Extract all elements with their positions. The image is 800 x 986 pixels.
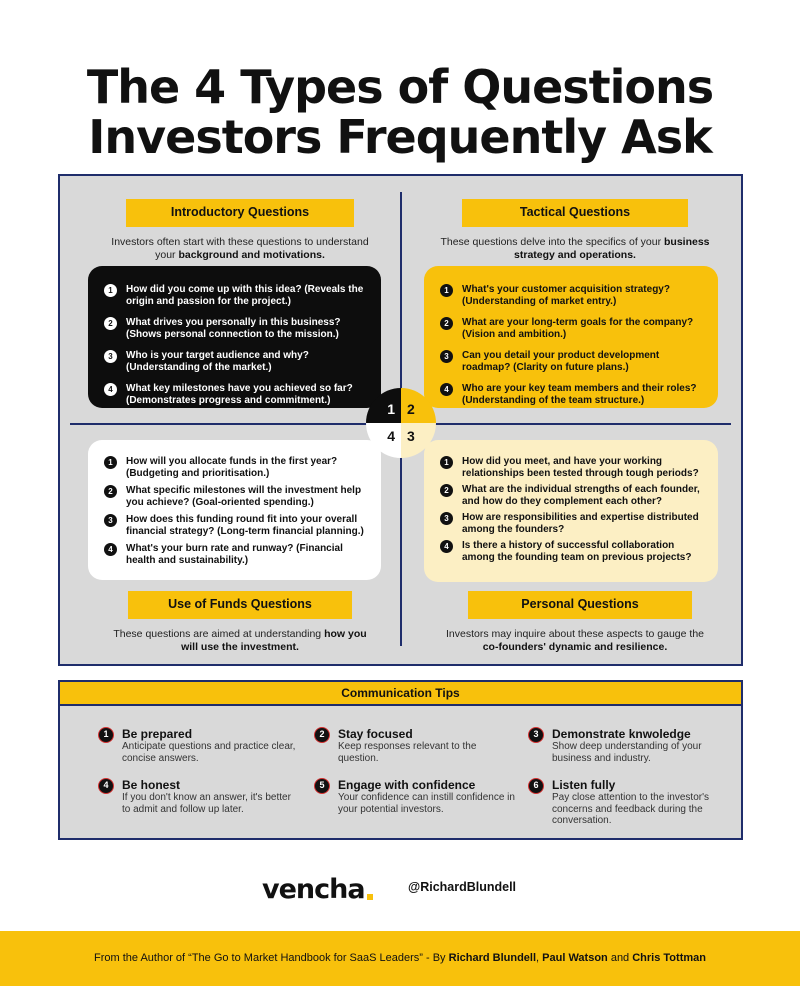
question-item: [440, 512, 702, 535]
quadrant-1-badge: [366, 388, 401, 423]
quadrant-2-badge: [401, 388, 436, 423]
question-text: Who are your key team members and their roles? (Understanding of the team structure.): [462, 383, 697, 406]
tip-body: Keep responses relevant to the question.: [338, 741, 477, 764]
question-number-badge: 2: [440, 317, 453, 330]
question-number-badge: 3: [104, 350, 117, 363]
tip-body: Show deep understanding of your business and industry.: [552, 741, 702, 764]
footer-sep-1: ,: [536, 952, 543, 964]
footer-author-1: Richard Blundell: [448, 952, 537, 964]
question-text: What's your burn rate and runway? (Financial health and sustainability.): [126, 543, 343, 566]
question-text: What are the individual strengths of each founder, and how do they complement each other?: [462, 484, 700, 507]
quadrant-2-number: 2: [407, 401, 415, 417]
use-of-funds-description: [110, 628, 370, 654]
question-number-badge: 3: [104, 514, 117, 527]
question-number-badge: 1: [440, 284, 453, 297]
quadrant-number-circle: [366, 388, 436, 458]
question-number-badge: 1: [440, 456, 453, 469]
tactical-desc-text: These questions delve into the specifics of your: [440, 236, 664, 248]
question-number-badge: 3: [440, 350, 453, 363]
question-number-badge: 2: [440, 484, 453, 497]
vencha-logo: vencha: [262, 874, 365, 905]
question-number-badge: 4: [440, 540, 453, 553]
tip-title: Be prepared: [122, 727, 193, 741]
question-item: [440, 350, 702, 373]
footer-prefix: From the Author of “The Go to Market Handbook for SaaS Leaders” - By: [94, 952, 449, 964]
tip-number-badge: 2: [314, 727, 330, 743]
introductory-desc-bold: background and motivations.: [178, 249, 325, 261]
tip-title: Engage with confidence: [338, 778, 476, 792]
question-item: [104, 350, 365, 373]
tactical-desc-bold: business strategy and operations.: [514, 236, 710, 261]
introductory-description: [110, 236, 370, 262]
footer-author-3: Chris Tottman: [632, 952, 706, 964]
question-text: Can you detail your product development roadmap? (Clarity on future plans.): [462, 350, 660, 373]
question-item: [104, 383, 365, 406]
twitter-handle: @RichardBlundell: [408, 880, 517, 894]
page-title: [0, 62, 800, 162]
tip-number-badge: 6: [528, 778, 544, 794]
logo-dot: [367, 894, 373, 900]
question-text: How did you come up with this idea? (Reveals the origin and passion for the project.): [126, 284, 364, 307]
use-of-funds-question-card: [88, 440, 381, 580]
tip-number-badge: 3: [528, 727, 544, 743]
tip-title: Stay focused: [338, 727, 413, 741]
personal-description: [440, 628, 710, 654]
tip-title: Demonstrate knwoledge: [552, 727, 691, 741]
question-item: [440, 317, 702, 340]
question-number-badge: 2: [104, 317, 117, 330]
quadrant-4-badge: [366, 423, 401, 458]
tip-body: Anticipate questions and practice clear, concise answers.: [122, 741, 296, 764]
question-text: Is there a history of successful collaboration among the founding team on previous projects?: [462, 540, 692, 563]
question-text: Who is your target audience and why? (Understanding of the market.): [126, 350, 309, 373]
question-text: What key milestones have you achieved so far? (Demonstrates progress and commitment.): [126, 383, 353, 406]
question-number-badge: 1: [104, 456, 117, 469]
question-text: How will you allocate funds in the first year? (Budgeting and prioritisation.): [126, 456, 338, 479]
question-text: What's your customer acquisition strategy? (Understanding of market entry.): [462, 284, 670, 307]
question-text: What drives you personally in this business? (Shows personal connection to the mission.): [126, 317, 341, 340]
question-number-badge: 1: [104, 284, 117, 297]
question-number-badge: 4: [440, 383, 453, 396]
tactical-question-card: [424, 266, 718, 408]
tip-title: Be honest: [122, 778, 181, 792]
question-text: How are responsibilities and expertise distributed among the founders?: [462, 512, 699, 535]
question-text: What specific milestones will the investment help you achieve? (Goal-oriented spending.): [126, 485, 362, 508]
question-item: [440, 540, 702, 563]
quadrant-3-badge: [401, 423, 436, 458]
quadrant-1-number: 1: [387, 401, 395, 417]
tip-number-badge: 5: [314, 778, 330, 794]
footer-banner: [0, 931, 800, 986]
question-item: [104, 284, 365, 307]
question-item: [104, 317, 365, 340]
question-number-badge: 3: [440, 512, 453, 525]
question-item: [440, 484, 702, 507]
footer-sep-2: and: [607, 952, 633, 964]
introductory-desc-text: Investors often start with these questions to understand your: [111, 236, 369, 261]
question-number-badge: 4: [104, 383, 117, 396]
question-item: [104, 543, 365, 566]
quadrant-4-number: 4: [387, 428, 395, 444]
tip-body: Pay close attention to the investor's concerns and feedback during the conversation.: [552, 792, 709, 826]
introductory-question-card: [88, 266, 381, 408]
question-item: [104, 514, 365, 537]
tips-header: Communication Tips: [58, 680, 743, 706]
tip-body: If you don't know an answer, it's better to admit and follow up later.: [122, 792, 291, 815]
personal-desc-bold: co-founders' dynamic and resilience.: [482, 641, 668, 653]
question-item: [104, 485, 365, 508]
use-of-funds-desc-text: These questions are aimed at understanding: [113, 628, 325, 640]
question-item: [440, 284, 702, 307]
tip-body: Your confidence can instill confidence in your potential investors.: [338, 792, 515, 815]
question-item: [440, 456, 702, 479]
question-text: How did you meet, and have your working relationships been tested through tough periods?: [462, 456, 699, 479]
use-of-funds-label: Use of Funds Questions: [128, 591, 352, 619]
footer-author-2: Paul Watson: [542, 952, 608, 964]
title-line-2: Investors Frequently Ask: [88, 110, 712, 164]
personal-question-card: [424, 440, 718, 582]
title-line-1: The 4 Types of Questions: [86, 60, 714, 114]
introductory-label: Introductory Questions: [126, 199, 354, 227]
tip-number-badge: 1: [98, 727, 114, 743]
question-number-badge: 2: [104, 485, 117, 498]
question-text: What are your long-term goals for the company? (Vision and ambition.): [462, 317, 694, 340]
question-number-badge: 4: [104, 543, 117, 556]
quadrant-3-number: 3: [407, 428, 415, 444]
use-of-funds-desc-bold: how you will use the investment.: [181, 628, 367, 653]
tactical-label: Tactical Questions: [462, 199, 688, 227]
question-item: [104, 456, 365, 479]
personal-desc-text: Investors may inquire about these aspects to gauge the: [446, 628, 704, 640]
tactical-description: [440, 236, 710, 262]
personal-label: Personal Questions: [468, 591, 692, 619]
question-text: How does this funding round fit into your overall financial strategy? (Long-term financial planning.): [126, 514, 364, 537]
question-item: [440, 383, 702, 406]
tip-title: Listen fully: [552, 778, 616, 792]
tip-number-badge: 4: [98, 778, 114, 794]
